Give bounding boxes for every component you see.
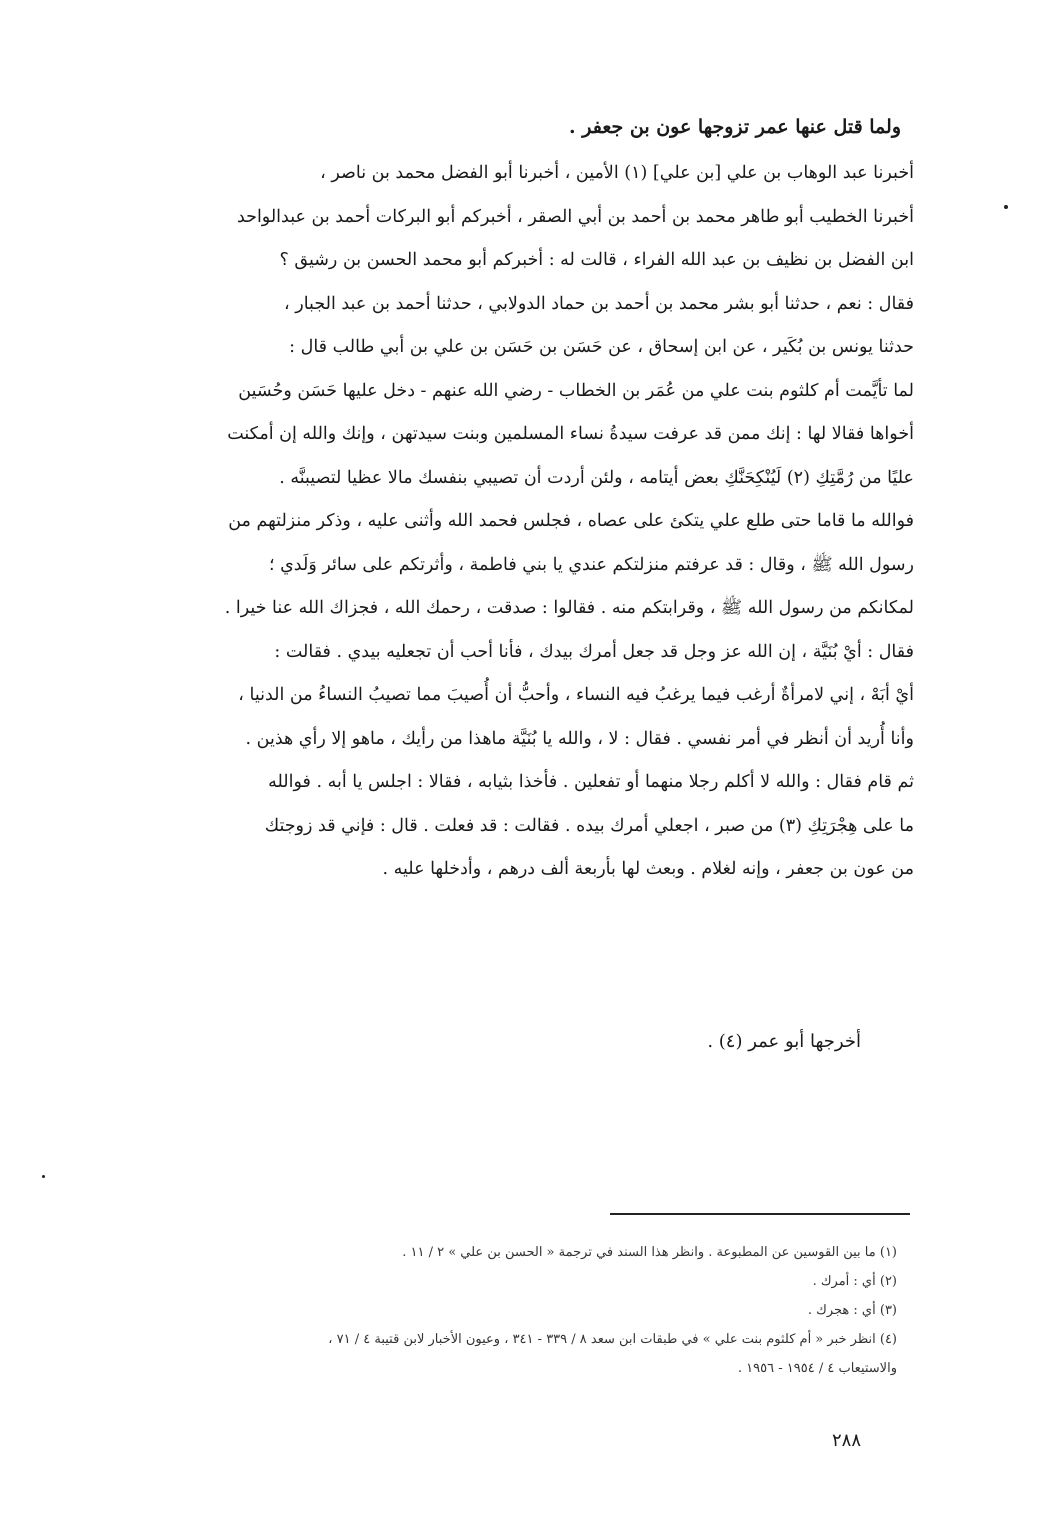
text-line: أخبرنا عبد الوهاب بن علي [بن علي] (١) الأمين ، أخبرنا أبو الفضل محمد بن ناصر ، bbox=[320, 163, 914, 183]
text-line: رسول الله ﷺ ، وقال : قد عرفتم منزلتكم عندي يا بني فاطمة ، وأثرتكم على سائر وَلَدي ؛ bbox=[268, 554, 914, 575]
text-line: لمكانكم من رسول الله ﷺ ، وقرابتكم منه . فقالوا : صدقت ، رحمك الله ، فجزاك الله عنا خيرا . bbox=[224, 598, 914, 618]
text-line: ما على هِجْرَتِكِ (٣) من صبر ، اجعلي أمرك بيده . فقالت : قد فعلت . قال : فإني قد زوجتك bbox=[264, 815, 914, 836]
footnote: (١) ما بين القوسين عن المطبوعة . وانظر هذا السند في ترجمة « الحسن بن علي » ٢ / ١١ . bbox=[402, 1245, 897, 1260]
text-line: فقال : نعم ، حدثنا أبو بشر محمد بن أحمد بن حماد الدولابي ، حدثنا أحمد بن عبد الجبار ، bbox=[284, 293, 914, 314]
footnote-divider bbox=[610, 1213, 910, 1215]
footnote: والاستيعاب ٤ / ١٩٥٤ - ١٩٥٦ . bbox=[737, 1361, 897, 1376]
text-line: عليًا من رُمَّتِكِ (٢) لَيُنْكِحَنَّكِ بعض أيتامه ، ولئن أردت أن تصيبي بنفسك مالا عظيا لتصيبنَّه . bbox=[279, 467, 914, 488]
text-line: فوالله ما قاما حتى طلع علي يتكئ على عصاه ، فجلس فحمد الله وأثنى عليه ، وذكر منزلتهم من bbox=[228, 511, 914, 531]
footnote: (٣) أي : هجرك . bbox=[807, 1303, 897, 1318]
scan-speck bbox=[42, 1175, 45, 1178]
page-number: ٢٨٨ bbox=[832, 1430, 862, 1451]
text-line: حدثنا يونس بن بُكَير ، عن ابن إسحاق ، عن حَسَن بن حَسَن بن علي بن أبي طالب قال : bbox=[289, 337, 914, 357]
text-line: وأنا أُريد أن أنظر في أمر نفسي . فقال : لا ، والله يا بُنَيَّة ماهذا من رأيك ، ماهو إلا رأي هذين . bbox=[245, 728, 914, 749]
footnote: (٢) أي : أمرك . bbox=[812, 1274, 897, 1289]
text-line: أخواها فقالا لها : إنك ممن قد عرفت سيدةُ نساء المسلمين وبنت سيدتهن ، وإنك والله إن أمكنت bbox=[227, 424, 914, 444]
footnotes bbox=[62, 1238, 897, 1383]
text-line: فقال : أيْ بُنَيَّة ، إن الله عز وجل قد جعل أمرك بيدك ، فأنا أحب أن تجعليه بيدي . فقالت : bbox=[274, 641, 914, 662]
closing-line: أخرجها أبو عمر (٤) . bbox=[707, 1031, 861, 1052]
text-line: من عون بن جعفر ، وإنه لغلام . وبعث لها بأربعة ألف درهم ، وأدخلها عليه . bbox=[382, 859, 914, 879]
section-heading: ولما قتل عنها عمر تزوجها عون بن جعفر . bbox=[569, 116, 901, 138]
body-text bbox=[59, 152, 914, 892]
footnote: (٤) انظر خبر « أم كلثوم بنت علي » في طبقات ابن سعد ٨ / ٣٣٩ - ٣٤١ ، وعيون الأخبار لابن قتيبة ٤ / ٧١ ، bbox=[328, 1332, 897, 1347]
text-line: لما تأيَّمت أم كلثوم بنت علي من عُمَر بن الخطاب - رضي الله عنهم - دخل عليها حَسَن وحُسَين bbox=[238, 380, 914, 401]
text-line: أخبرنا الخطيب أبو طاهر محمد بن أحمد بن أبي الصقر ، أخبركم أبو البركات أحمد بن عبدالواحد bbox=[236, 206, 914, 227]
text-line: ثم قام فقال : والله لا أكلم رجلا منهما أو تفعلين . فأخذا بثيابه ، فقالا : اجلس يا أبه . فوالله bbox=[268, 772, 914, 792]
text-line: أيْ أبَهْ ، إني لامرأةٌ أرغب فيما يرغبُ فيه النساء ، وأحبُّ أن أُصيبَ مما تصيبُ النساءُ من الدنيا ، bbox=[238, 685, 914, 705]
text-line: ابن الفضل بن نظيف بن عبد الله الفراء ، قالت له : أخبركم أبو محمد الحسن بن رشيق ؟ bbox=[279, 250, 914, 270]
scan-speck bbox=[1004, 205, 1008, 209]
